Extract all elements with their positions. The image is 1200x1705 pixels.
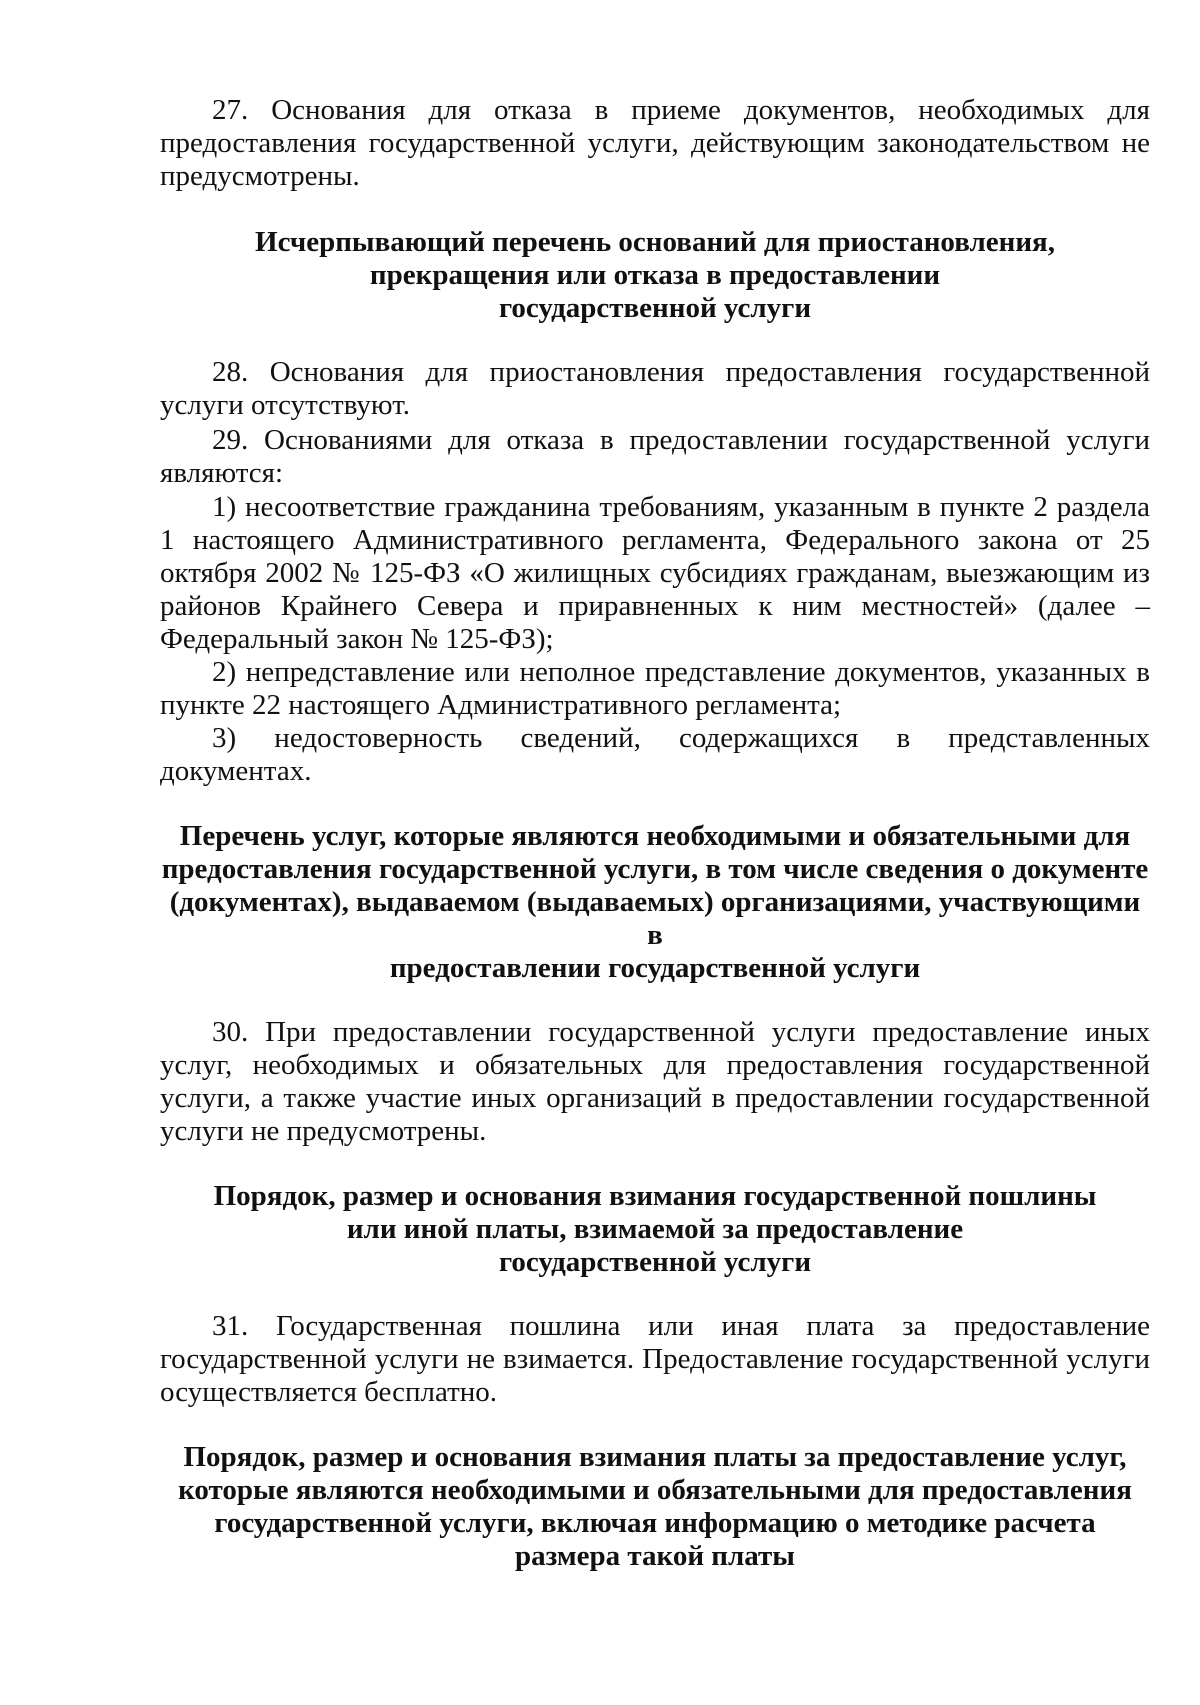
paragraph-29-item-3: 3) недостоверность сведений, содержащихся в представленных документах. <box>160 722 1150 787</box>
heading-line: государственной услуги, включая информацию о методике расчета <box>214 1507 1096 1539</box>
heading-suspension-grounds <box>160 226 1150 325</box>
heading-required-services <box>160 820 1150 985</box>
paragraph-27: 27. Основания для отказа в приеме документов, необходимых для предоставления государственной услуги, действующим законодательством не предусмотрены. <box>160 94 1150 192</box>
heading-line: государственной услуги <box>498 292 812 324</box>
heading-line: (документах), выдаваемом (выдаваемых) организациями, участвующими в <box>169 886 1141 951</box>
heading-line: Порядок, размер и основания взимания государственной пошлины <box>213 1180 1097 1212</box>
heading-service-fee <box>160 1441 1150 1573</box>
paragraph-29-item-1: 1) несоответствие гражданина требованиям, указанным в пункте 2 раздела 1 настоящего Административного регламента, Федерального закона от 25 октября 2002 № 125-ФЗ «О жилищных субсидиях гражданам, выезжающим из районов Крайнего Севера и приравненных к ним местностей» (далее – Федеральный закон № 125-ФЗ); <box>160 491 1150 655</box>
heading-line: прекращения или отказа в предоставлении <box>369 259 941 291</box>
paragraph-29-item-2: 2) непредставление или неполное представление документов, указанных в пункте 22 настоящего Административного регламента; <box>160 656 1150 721</box>
heading-line: Перечень услуг, которые являются необходимыми и обязательными для <box>179 820 1131 852</box>
heading-line: или иной платы, взимаемой за предоставление <box>346 1213 964 1245</box>
heading-line: государственной услуги <box>498 1246 812 1278</box>
paragraph-28: 28. Основания для приостановления предоставления государственной услуги отсутствуют. <box>160 356 1150 421</box>
heading-line: предоставления государственной услуги, в том числе сведения о документе <box>161 853 1149 885</box>
heading-line: размера такой платы <box>515 1540 795 1572</box>
heading-line: Порядок, размер и основания взимания платы за предоставление услуг, <box>183 1441 1127 1473</box>
heading-state-fee <box>160 1180 1150 1279</box>
paragraph-30: 30. При предоставлении государственной услуги предоставление иных услуг, необходимых и обязательных для предоставления государственной услуги, а также участие иных организаций в предоставлении государственной услуги не предусмотрены. <box>160 1016 1150 1147</box>
document-page <box>160 94 1150 1573</box>
heading-line: которые являются необходимыми и обязательными для предоставления <box>178 1474 1132 1506</box>
heading-line: Исчерпывающий перечень оснований для приостановления, <box>255 226 1055 258</box>
paragraph-31: 31. Государственная пошлина или иная плата за предоставление государственной услуги не взимается. Предоставление государственной услуги осуществляется бесплатно. <box>160 1310 1150 1408</box>
paragraph-29: 29. Основаниями для отказа в предоставлении государственной услуги являются: <box>160 424 1150 489</box>
heading-line: предоставлении государственной услуги <box>389 952 921 984</box>
